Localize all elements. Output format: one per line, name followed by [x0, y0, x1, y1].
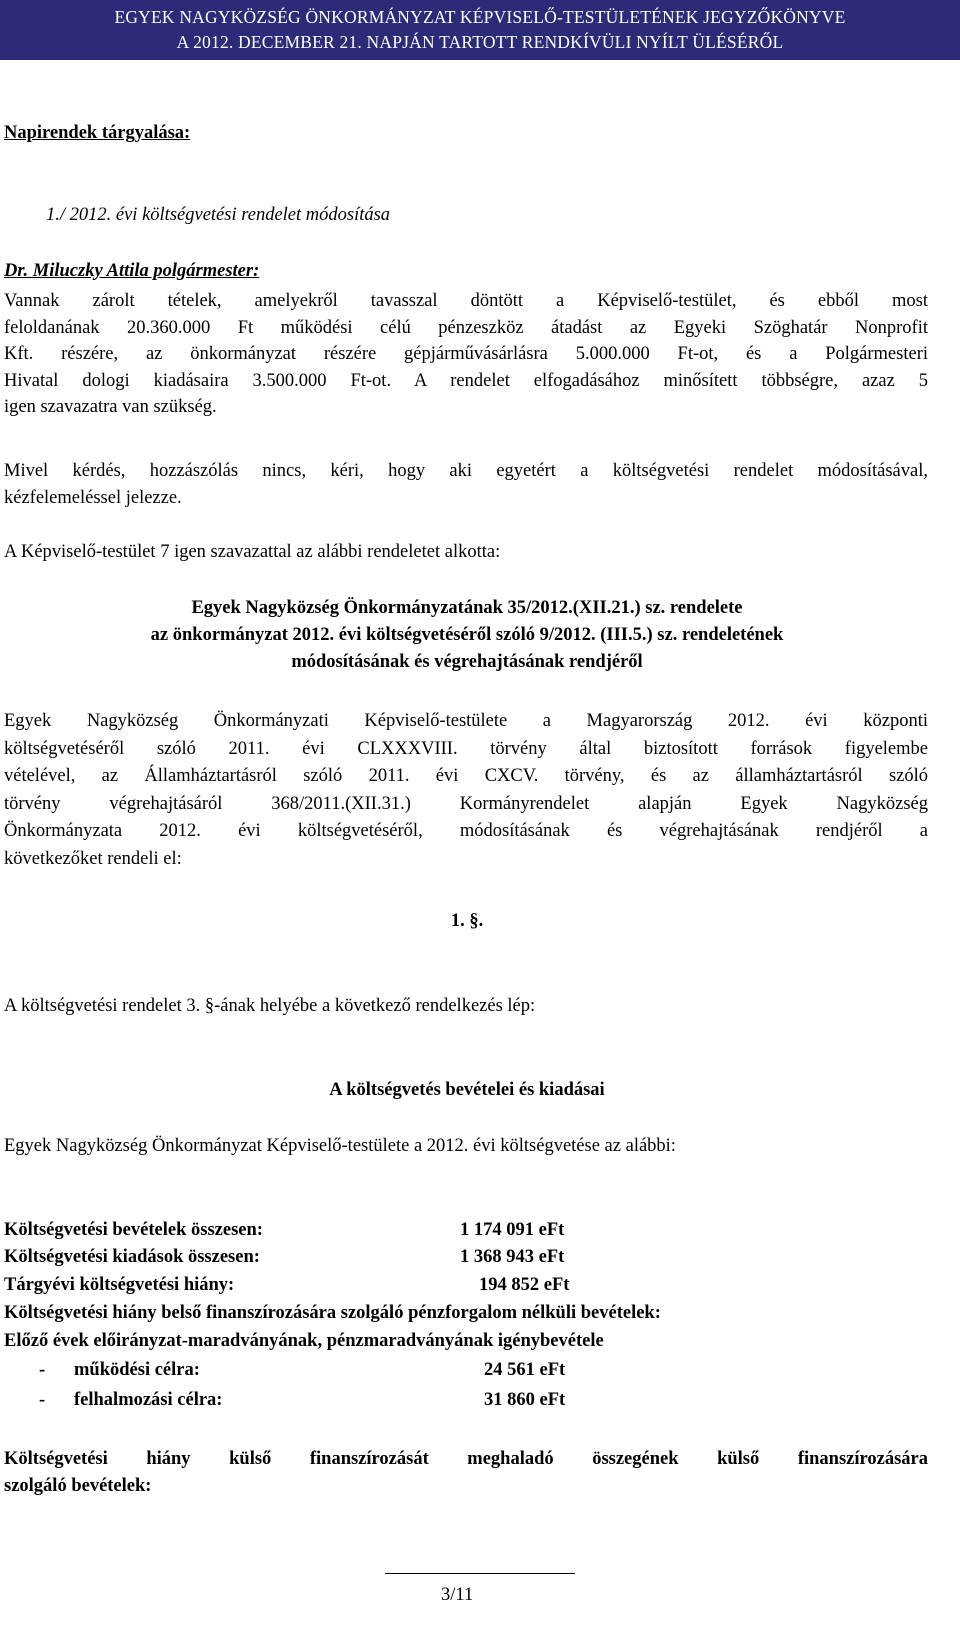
paragraph-line: szolgáló bevételek: — [4, 1476, 152, 1496]
finance-prior-heading: Előző évek előirányzat-maradványának, pénzmaradványának igénybevétele — [4, 1331, 604, 1351]
finance-value-revenue: 1 174 091 eFt — [460, 1220, 565, 1240]
paragraph-line: igen szavazatra van szükség. — [4, 397, 217, 417]
page-number: 3/11 — [441, 1585, 474, 1605]
finance-sub-label-accumulation: felhalmozási célra: — [74, 1390, 223, 1410]
paragraph-line: Hivatal dologi kiadásaira 3.500.000 Ft-ot. A rendelet elfogadásához minősített többségre, azaz 5 — [4, 370, 928, 391]
section-mark: 1. §. — [450, 911, 484, 931]
finance-sub-value-operating: 24 561 eFt — [484, 1360, 566, 1380]
finance-label-expenditure: Költségvetési kiadások összesen: — [4, 1247, 260, 1267]
decree-title-line-2: az önkormányzat 2012. évi költségvetéséről szóló 9/2012. (III.5.) sz. rendeletének — [150, 625, 784, 645]
decree-title-line-1: Egyek Nagyközség Önkormányzatának 35/2012.(XII.21.) sz. rendelete — [191, 598, 743, 618]
preamble-paragraph — [4, 708, 928, 873]
paragraph-line: feloldanának 20.360.000 Ft működési célú pénzeszköz átadást az Egyeki Szöghatár Nonprofit — [4, 317, 928, 338]
paragraph-line: Önkormányzata 2012. évi költségvetéséről, módosításának és végrehajtásának rendjéről a — [4, 821, 928, 841]
finance-sub-dash: - — [39, 1390, 46, 1410]
paragraph-line: költségvetéséről szóló 2011. évi CLXXXVIII. törvény által biztosított források figyelembe — [4, 738, 928, 759]
vote-result: A Képviselő-testület 7 igen szavazattal az alábbi rendeletet alkotta: — [4, 542, 501, 562]
amendment-line: A költségvetési rendelet 3. §-ának helyébe a következő rendelkezés lép: — [4, 996, 536, 1016]
finance-external-heading — [4, 1446, 928, 1500]
finance-sub-value-accumulation: 31 860 eFt — [484, 1390, 566, 1410]
agenda-heading: Napirendek tárgyalása: — [4, 123, 191, 143]
finance-label-deficit: Tárgyévi költségvetési hiány: — [4, 1275, 235, 1295]
budget-title: A költségvetés bevételei és kiadásai — [329, 1080, 605, 1100]
budget-intro: Egyek Nagyközség Önkormányzat Képviselő-testülete a 2012. évi költségvetése az alábbi: — [4, 1136, 676, 1156]
finance-label-revenue: Költségvetési bevételek összesen: — [4, 1220, 263, 1240]
vote-request-paragraph — [4, 458, 928, 511]
footer-divider — [385, 1573, 575, 1574]
paragraph-line: Kft. részére, az önkormányzat részére gépjárművásárlásra 5.000.000 Ft-ot, és a Polgármesteri — [4, 344, 928, 364]
header-line-2: A 2012. DECEMBER 21. NAPJÁN TARTOTT RENDKÍVÜLI NYÍLT ÜLÉSÉRŐL — [176, 32, 784, 52]
paragraph-line: Egyek Nagyközség Önkormányzati Képviselő-testülete a Magyarország 2012. évi központi — [4, 711, 928, 731]
paragraph-line: Vannak zárolt tételek, amelyekről tavasszal döntött a Képviselő-testület, és ebből most — [4, 291, 928, 311]
paragraph-line: következőket rendeli el: — [4, 848, 182, 869]
finance-value-expenditure: 1 368 943 eFt — [460, 1247, 565, 1267]
paragraph-line: Mivel kérdés, hozzászólás nincs, kéri, hogy aki egyetért a költségvetési rendelet módosításával, — [4, 461, 928, 481]
speaker-name: Dr. Miluczky Attila polgármester: — [4, 261, 260, 281]
agenda-item: 1./ 2012. évi költségvetési rendelet módosítása — [46, 205, 391, 225]
paragraph-line: Költségvetési hiány külső finanszírozását meghaladó összegének külső finanszírozására — [4, 1449, 928, 1469]
header-line-1: EGYEK NAGYKÖZSÉG ÖNKORMÁNYZAT KÉPVISELŐ-TESTÜLETÉNEK JEGYZŐKÖNYVE — [114, 7, 846, 27]
finance-sub-dash: - — [39, 1360, 46, 1380]
paragraph-line: törvény végrehajtásáról 368/2011.(XII.31.) Kormányrendelet alapján Egyek Nagyközség — [4, 793, 928, 814]
paragraph-line: kézfelemeléssel jelezze. — [4, 487, 182, 508]
document-header — [0, 0, 960, 60]
speaker-paragraph — [4, 288, 928, 421]
paragraph-line: vételével, az Államháztartásról szóló 2011. évi CXCV. törvény, és az államháztartásról szóló — [4, 766, 928, 786]
finance-sub-label-operating: működési célra: — [74, 1360, 200, 1380]
finance-inner-heading: Költségvetési hiány belső finanszírozására szolgáló pénzforgalom nélküli bevételek: — [4, 1303, 661, 1323]
decree-title-line-3: módosításának és végrehajtásának rendjéről — [291, 652, 643, 672]
finance-value-deficit: 194 852 eFt — [479, 1275, 570, 1295]
